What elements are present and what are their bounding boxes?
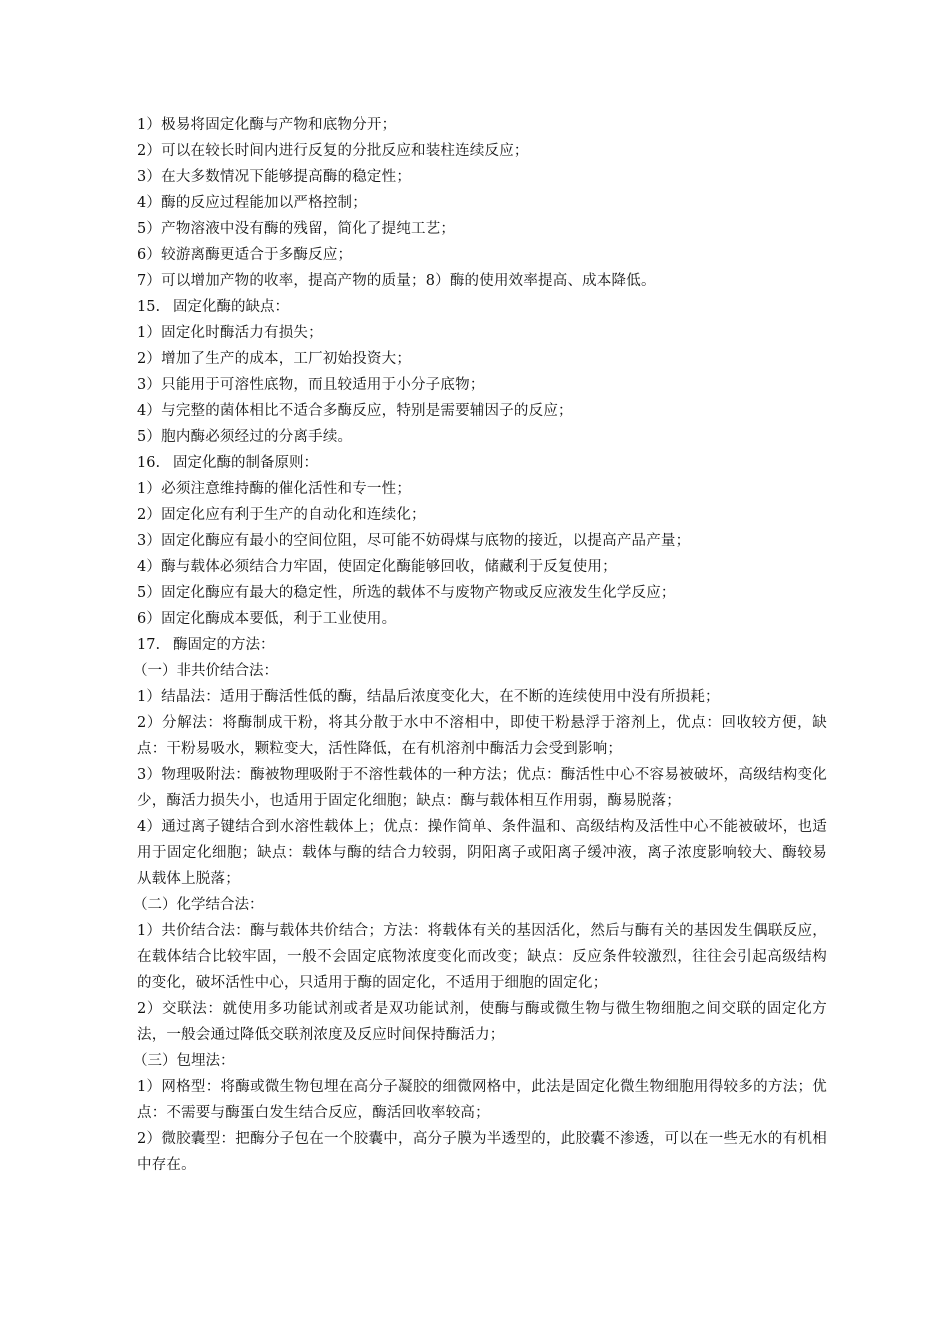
list-item: 1）结晶法：适用于酶活性低的酶，结晶后浓度变化大，在不断的连续使用中没有所损耗； — [137, 689, 720, 705]
list-item: 5）固定化酶应有最大的稳定性，所选的载体不与废物产物或反应液发生化学反应； — [137, 585, 676, 601]
section-number: 15. — [137, 299, 161, 315]
list-item: 2）增加了生产的成本，工厂初始投资大； — [137, 351, 412, 367]
list-item: 4）酶的反应过程能加以严格控制； — [137, 195, 367, 211]
section-number: 17. — [137, 637, 161, 653]
section15-list — [137, 320, 827, 450]
list-item: 2）固定化应有利于生产的自动化和连续化； — [137, 507, 426, 523]
list-item: 2）微胶囊型：把酶分子包在一个胶囊中，高分子膜为半透型的，此胶囊不渗透，可以在一些无水的有机相中存在。 — [137, 1131, 827, 1173]
list-item: 3）只能用于可溶性底物，而且较适用于小分子底物； — [137, 377, 485, 393]
list-item: 2）可以在较长时间内进行反复的分批反应和装柱连续反应； — [137, 143, 529, 159]
list-item: 5）产物溶液中没有酶的残留，简化了提纯工艺； — [137, 221, 456, 237]
advantages-list — [137, 112, 827, 294]
list-item: 4）酶与载体必须结合力牢固，使固定化酶能够回收，储藏利于反复使用； — [137, 559, 617, 575]
section-title: 酶固定的方法： — [173, 637, 275, 653]
list-item: 1）共价结合法：酶与载体共价结合；方法：将载体有关的基因活化，然后与酶有关的基因发生偶联反应，在载体结合比较牢固，一般不会固定底物浓度变化而改变；缺点：反应条件较激烈，往往会引起高级结构的变化，破坏活性中心，只适用于酶的固定化，不适用于细胞的固定化； — [137, 923, 827, 991]
subsection-title-noncovalent: （一）非共价结合法： — [133, 663, 278, 679]
list-item: 3）物理吸附法：酶被物理吸附于不溶性载体的一种方法；优点：酶活性中心不容易被破坏，高级结构变化少，酶活力损失小，也适用于固定化细胞；缺点：酶与载体相互作用弱，酶易脱落； — [137, 767, 827, 809]
list-item: 6）固定化酶成本要低，利于工业使用。 — [137, 611, 397, 627]
section-heading-16 — [137, 450, 827, 476]
list-item: 5）胞内酶必须经过的分离手续。 — [137, 429, 353, 445]
chemical-list — [137, 918, 827, 1048]
list-item: 6）较游离酶更适合于多酶反应； — [137, 247, 353, 263]
list-item: 3）在大多数情况下能够提高酶的稳定性； — [137, 169, 412, 185]
section-title: 固定化酶的制备原则： — [173, 455, 318, 471]
list-item: 1）极易将固定化酶与产物和底物分开； — [137, 117, 397, 133]
section-heading-15 — [137, 294, 827, 320]
section-title: 固定化酶的缺点： — [173, 299, 289, 315]
list-item: 2）交联法：就使用多功能试剂或者是双功能试剂，使酶与酶或微生物与微生物细胞之间交联的固定化方法，一般会通过降低交联剂浓度及反应时间保持酶活力； — [137, 1001, 827, 1043]
list-item: 4）与完整的菌体相比不适合多酶反应，特别是需要辅因子的反应； — [137, 403, 573, 419]
list-item: 7）可以增加产物的收率，提高产物的质量；8）酶的使用效率提高、成本降低。 — [137, 273, 656, 289]
list-item: 3）固定化酶应有最小的空间位阻，尽可能不妨碍煤与底物的接近，以提高产品产量； — [137, 533, 691, 549]
section16-list — [137, 476, 827, 632]
subsection-title-entrapment: （三）包埋法： — [133, 1053, 235, 1069]
list-item: 4）通过离子键结合到水溶性载体上；优点：操作简单、条件温和、高级结构及活性中心不能被破坏，也适用于固定化细胞；缺点：载体与酶的结合力较弱，阴阳离子或阳离子缓冲液，离子浓度影响较大、酶较易从载体上脱落； — [137, 819, 827, 887]
list-item: 1）必须注意维持酶的催化活性和专一性； — [137, 481, 412, 497]
section-heading-17 — [137, 632, 827, 658]
noncovalent-list — [137, 684, 827, 892]
document-page — [133, 112, 827, 1178]
list-item: 1）网格型：将酶或微生物包埋在高分子凝胶的细微网格中，此法是固定化微生物细胞用得较多的方法；优点：不需要与酶蛋白发生结合反应，酶活回收率较高； — [137, 1079, 827, 1121]
list-item: 2）分解法：将酶制成干粉，将其分散于水中不溶相中，即使干粉悬浮于溶剂上，优点：回收较方便，缺点：干粉易吸水，颗粒变大，活性降低，在有机溶剂中酶活力会受到影响； — [137, 715, 827, 757]
list-item: 1）固定化时酶活力有损失； — [137, 325, 323, 341]
section-number: 16. — [137, 455, 161, 471]
entrapment-list — [137, 1074, 827, 1178]
subsection-title-chemical: （二）化学结合法： — [133, 897, 264, 913]
